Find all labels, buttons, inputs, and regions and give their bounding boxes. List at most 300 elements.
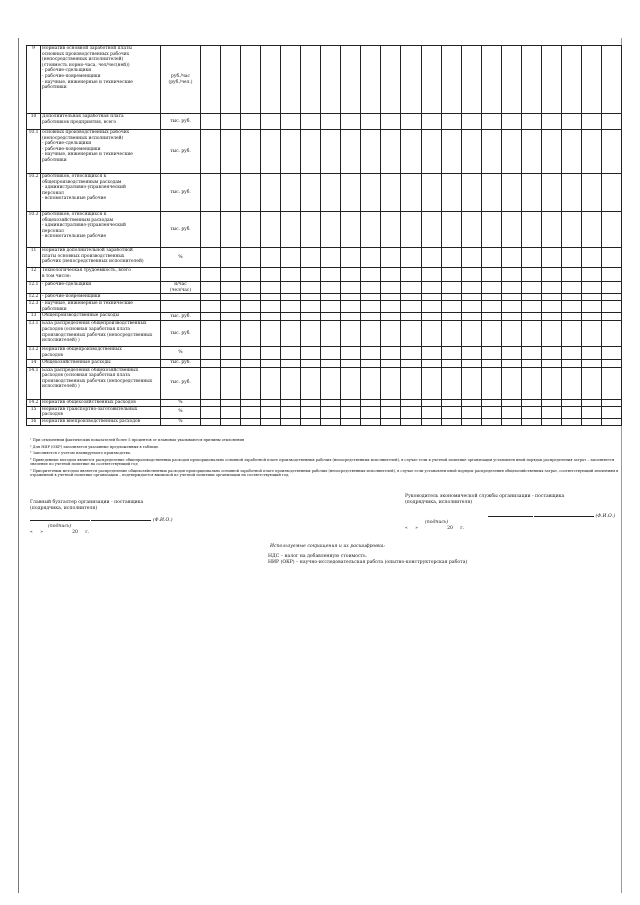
- value-cell: [201, 313, 221, 321]
- value-cell: [361, 114, 381, 130]
- value-cell: [241, 406, 261, 418]
- value-cell: [321, 294, 341, 301]
- value-cell: [601, 114, 621, 130]
- value-cell: [481, 367, 501, 399]
- value-cell: [381, 268, 401, 282]
- value-cell: [381, 248, 401, 268]
- value-cell: [381, 406, 401, 418]
- value-cell: [221, 174, 241, 212]
- value-cell: [401, 347, 421, 359]
- cost-table: [26, 45, 622, 426]
- value-cell: [501, 367, 521, 399]
- row-label: Норматив общепроизводственных расходов: [41, 347, 161, 359]
- value-cell: [581, 301, 601, 313]
- value-cell: [421, 399, 441, 406]
- value-cell: [301, 418, 321, 425]
- value-cell: [541, 359, 561, 367]
- row-number: 10.2: [27, 174, 41, 212]
- row-unit: тыс. руб.: [161, 114, 201, 130]
- value-cell: [381, 301, 401, 313]
- row-label: Норматив общехозяйственных расходов: [41, 399, 161, 406]
- value-cell: [521, 294, 541, 301]
- value-cell: [281, 294, 301, 301]
- row-label: База распределения общепроизводственных расходов (основная заработная плата производственных рабочих (непосредственных исполнителей) ): [41, 321, 161, 347]
- value-cell: [581, 268, 601, 282]
- value-cell: [361, 212, 381, 248]
- value-cell: [501, 114, 521, 130]
- value-cell: [461, 282, 481, 294]
- value-cell: [381, 46, 401, 114]
- value-cell: [401, 46, 421, 114]
- value-cell: [441, 114, 461, 130]
- value-cell: [281, 399, 301, 406]
- value-cell: [481, 399, 501, 406]
- value-cell: [541, 367, 561, 399]
- value-cell: [461, 321, 481, 347]
- value-cell: [521, 321, 541, 347]
- value-cell: [401, 321, 421, 347]
- value-cell: [261, 212, 281, 248]
- row-unit: руб./час (руб./чел.): [161, 46, 201, 114]
- value-cell: [561, 282, 581, 294]
- row-label: работников, относящихся к общепроизводственным расходам - административно-управленческий персонал - вспомогательные рабочие: [41, 174, 161, 212]
- value-cell: [441, 46, 461, 114]
- row-unit: тыс. руб.: [161, 174, 201, 212]
- value-cell: [261, 174, 281, 212]
- value-cell: [301, 399, 321, 406]
- abbrev-list: [268, 554, 467, 566]
- value-cell: [241, 418, 261, 425]
- row-unit: н/час (чел/час): [161, 282, 201, 294]
- value-cell: [221, 248, 241, 268]
- value-cell: [301, 114, 321, 130]
- value-cell: [601, 174, 621, 212]
- value-cell: [481, 313, 501, 321]
- value-cell: [481, 282, 501, 294]
- value-cell: [321, 268, 341, 282]
- row-unit: %: [161, 248, 201, 268]
- row-label: Норматив основной заработной платы основных производственных рабочих (непосредственных исполнителей) (стоимость нормо-часа, чел/чес(ней)) - рабочие-сдельщики - рабочие-повременщики - научные, инженерные и технические работники: [41, 46, 161, 114]
- value-cell: [401, 212, 421, 248]
- value-cell: [261, 268, 281, 282]
- value-cell: [601, 46, 621, 114]
- value-cell: [261, 406, 281, 418]
- value-cell: [261, 359, 281, 367]
- value-cell: [261, 399, 281, 406]
- value-cell: [201, 367, 221, 399]
- value-cell: [301, 406, 321, 418]
- value-cell: [341, 321, 361, 347]
- value-cell: [541, 301, 561, 313]
- value-cell: [281, 114, 301, 130]
- value-cell: [281, 321, 301, 347]
- value-cell: [221, 46, 241, 114]
- value-cell: [581, 294, 601, 301]
- table-row: [27, 174, 622, 212]
- value-cell: [461, 248, 481, 268]
- value-cell: [241, 174, 261, 212]
- value-cell: [341, 248, 361, 268]
- value-cell: [501, 130, 521, 174]
- value-cell: [421, 418, 441, 425]
- value-cell: [521, 367, 541, 399]
- value-cell: [401, 174, 421, 212]
- value-cell: [601, 418, 621, 425]
- row-number: 15: [27, 406, 41, 418]
- value-cell: [281, 174, 301, 212]
- value-cell: [221, 406, 241, 418]
- value-cell: [301, 294, 321, 301]
- value-cell: [421, 248, 441, 268]
- abbrev-title-text: Используемые сокращения и их расшифровка:: [270, 544, 385, 549]
- value-cell: [261, 282, 281, 294]
- value-cell: [301, 248, 321, 268]
- value-cell: [341, 268, 361, 282]
- value-cell: [501, 294, 521, 301]
- value-cell: [381, 174, 401, 212]
- value-cell: [521, 406, 541, 418]
- value-cell: [201, 174, 221, 212]
- table-row: [27, 130, 622, 174]
- value-cell: [241, 367, 261, 399]
- value-cell: [541, 174, 561, 212]
- value-cell: [221, 282, 241, 294]
- row-number: 11: [27, 248, 41, 268]
- row-label: - научные, инженерные и технические работники: [41, 301, 161, 313]
- value-cell: [561, 212, 581, 248]
- value-cell: [581, 248, 601, 268]
- abbrev-1: НДС – налог на добавленную стоимость.: [268, 554, 368, 559]
- value-cell: [381, 367, 401, 399]
- value-cell: [321, 321, 341, 347]
- value-cell: [261, 301, 281, 313]
- table-row: [27, 313, 622, 321]
- value-cell: [561, 313, 581, 321]
- value-cell: [201, 347, 221, 359]
- row-unit: %: [161, 399, 201, 406]
- value-cell: [461, 294, 481, 301]
- value-cell: [421, 313, 441, 321]
- value-cell: [221, 359, 241, 367]
- value-cell: [241, 301, 261, 313]
- value-cell: [281, 301, 301, 313]
- value-cell: [441, 359, 461, 367]
- value-cell: [201, 114, 221, 130]
- value-cell: [221, 130, 241, 174]
- value-cell: [441, 248, 461, 268]
- value-cell: [581, 367, 601, 399]
- value-cell: [421, 406, 441, 418]
- row-label: Технологическая трудоемкость, всего в том числе:: [41, 268, 161, 282]
- value-cell: [541, 212, 561, 248]
- value-cell: [381, 418, 401, 425]
- value-cell: [501, 359, 521, 367]
- value-cell: [541, 248, 561, 268]
- value-cell: [221, 294, 241, 301]
- value-cell: [241, 321, 261, 347]
- value-cell: [501, 347, 521, 359]
- value-cell: [321, 301, 341, 313]
- row-number: 10.3: [27, 212, 41, 248]
- value-cell: [301, 321, 321, 347]
- value-cell: [301, 212, 321, 248]
- value-cell: [501, 282, 521, 294]
- value-cell: [361, 313, 381, 321]
- value-cell: [261, 367, 281, 399]
- value-cell: [241, 212, 261, 248]
- value-cell: [361, 130, 381, 174]
- value-cell: [541, 406, 561, 418]
- value-cell: [461, 359, 481, 367]
- value-cell: [601, 313, 621, 321]
- value-cell: [301, 174, 321, 212]
- value-cell: [601, 212, 621, 248]
- row-unit: [161, 301, 201, 313]
- value-cell: [421, 321, 441, 347]
- row-number: 13.1: [27, 321, 41, 347]
- value-cell: [481, 418, 501, 425]
- value-cell: [481, 174, 501, 212]
- value-cell: [321, 212, 341, 248]
- value-cell: [201, 418, 221, 425]
- fio-left: (Ф.И.О.): [152, 518, 173, 523]
- value-cell: [341, 46, 361, 114]
- value-cell: [541, 294, 561, 301]
- value-cell: [201, 294, 221, 301]
- table-row: [27, 359, 622, 367]
- sign-right: (подпись): [425, 520, 449, 525]
- value-cell: [441, 347, 461, 359]
- value-cell: [441, 268, 461, 282]
- value-cell: [401, 268, 421, 282]
- table-row: [27, 418, 622, 425]
- value-cell: [481, 321, 501, 347]
- value-cell: [421, 114, 441, 130]
- value-cell: [461, 174, 481, 212]
- abbrev-title: [270, 544, 385, 550]
- value-cell: [501, 248, 521, 268]
- value-cell: [561, 130, 581, 174]
- value-cell: [541, 321, 561, 347]
- row-unit: %: [161, 406, 201, 418]
- row-label: База распределения общехозяйственных расходов (основная заработная плата производственных рабочих (непосредственных исполнителей) ): [41, 367, 161, 399]
- value-cell: [541, 399, 561, 406]
- table-row: [27, 248, 622, 268]
- value-cell: [421, 130, 441, 174]
- row-label: Общехозяйственные расходы: [41, 359, 161, 367]
- value-cell: [221, 212, 241, 248]
- value-cell: [281, 406, 301, 418]
- value-cell: [601, 248, 621, 268]
- value-cell: [341, 174, 361, 212]
- value-cell: [421, 367, 441, 399]
- value-cell: [261, 321, 281, 347]
- value-cell: [361, 399, 381, 406]
- row-unit: тыс. руб.: [161, 212, 201, 248]
- value-cell: [341, 418, 361, 425]
- value-cell: [321, 114, 341, 130]
- signature-left-title: Главный бухгалтер организации - поставщика (подрядчика, исполнителя): [30, 500, 144, 511]
- value-cell: [481, 294, 501, 301]
- value-cell: [281, 212, 301, 248]
- value-cell: [581, 130, 601, 174]
- value-cell: [561, 248, 581, 268]
- value-cell: [321, 248, 341, 268]
- value-cell: [361, 359, 381, 367]
- value-cell: [561, 367, 581, 399]
- value-cell: [441, 174, 461, 212]
- value-cell: [581, 418, 601, 425]
- value-cell: [361, 418, 381, 425]
- row-number: 10: [27, 114, 41, 130]
- value-cell: [581, 347, 601, 359]
- value-cell: [341, 114, 361, 130]
- value-cell: [501, 406, 521, 418]
- value-cell: [581, 321, 601, 347]
- value-cell: [341, 313, 361, 321]
- value-cell: [301, 347, 321, 359]
- value-cell: [241, 282, 261, 294]
- value-cell: [361, 248, 381, 268]
- value-cell: [261, 347, 281, 359]
- row-number: 12: [27, 268, 41, 282]
- value-cell: [561, 406, 581, 418]
- value-cell: [381, 212, 401, 248]
- value-cell: [241, 268, 261, 282]
- value-cell: [541, 130, 561, 174]
- value-cell: [461, 347, 481, 359]
- value-cell: [601, 367, 621, 399]
- value-cell: [321, 130, 341, 174]
- value-cell: [261, 248, 281, 268]
- value-cell: [481, 406, 501, 418]
- value-cell: [581, 313, 601, 321]
- row-number: 12.2: [27, 294, 41, 301]
- value-cell: [341, 282, 361, 294]
- value-cell: [421, 268, 441, 282]
- value-cell: [421, 282, 441, 294]
- value-cell: [401, 301, 421, 313]
- value-cell: [521, 347, 541, 359]
- value-cell: [301, 367, 321, 399]
- signature-right: [405, 494, 615, 532]
- value-cell: [221, 301, 241, 313]
- value-cell: [561, 359, 581, 367]
- row-label: Дополнительная заработная плата работников предприятия, всего: [41, 114, 161, 130]
- value-cell: [381, 321, 401, 347]
- value-cell: [561, 294, 581, 301]
- value-cell: [301, 359, 321, 367]
- value-cell: [521, 268, 541, 282]
- value-cell: [341, 130, 361, 174]
- value-cell: [201, 212, 221, 248]
- value-cell: [221, 418, 241, 425]
- value-cell: [601, 282, 621, 294]
- value-cell: [361, 46, 381, 114]
- value-cell: [401, 282, 421, 294]
- value-cell: [601, 268, 621, 282]
- value-cell: [361, 347, 381, 359]
- value-cell: [341, 347, 361, 359]
- value-cell: [221, 114, 241, 130]
- value-cell: [261, 114, 281, 130]
- value-cell: [341, 294, 361, 301]
- table-row: [27, 399, 622, 406]
- row-label: Норматив транспортно-заготовительных расходов: [41, 406, 161, 418]
- value-cell: [321, 406, 341, 418]
- value-cell: [581, 174, 601, 212]
- value-cell: [481, 268, 501, 282]
- value-cell: [321, 174, 341, 212]
- value-cell: [321, 359, 341, 367]
- row-number: 16: [27, 418, 41, 425]
- value-cell: [261, 313, 281, 321]
- row-number: 12.3: [27, 301, 41, 313]
- value-cell: [541, 313, 561, 321]
- value-cell: [401, 399, 421, 406]
- value-cell: [221, 399, 241, 406]
- value-cell: [441, 321, 461, 347]
- footnote: ³ Заполняется с учетом планируемого производства.: [30, 451, 132, 455]
- value-cell: [581, 359, 601, 367]
- value-cell: [401, 294, 421, 301]
- value-cell: [501, 268, 521, 282]
- value-cell: [341, 212, 361, 248]
- value-cell: [241, 248, 261, 268]
- value-cell: [241, 130, 261, 174]
- value-cell: [381, 294, 401, 301]
- value-cell: [221, 268, 241, 282]
- value-cell: [381, 399, 401, 406]
- value-cell: [321, 347, 341, 359]
- value-cell: [421, 174, 441, 212]
- value-cell: [521, 301, 541, 313]
- value-cell: [601, 406, 621, 418]
- value-cell: [541, 114, 561, 130]
- value-cell: [461, 301, 481, 313]
- row-label: Норматив дополнительной заработной платы основных производственных рабочих (непосредственных исполнителей): [41, 248, 161, 268]
- row-unit: тыс. руб.: [161, 313, 201, 321]
- value-cell: [321, 399, 341, 406]
- value-cell: [501, 174, 521, 212]
- value-cell: [441, 294, 461, 301]
- value-cell: [341, 406, 361, 418]
- value-cell: [201, 301, 221, 313]
- value-cell: [301, 282, 321, 294]
- table-row: [27, 268, 622, 282]
- value-cell: [361, 294, 381, 301]
- value-cell: [241, 359, 261, 367]
- value-cell: [361, 321, 381, 347]
- value-cell: [601, 301, 621, 313]
- value-cell: [461, 212, 481, 248]
- value-cell: [501, 46, 521, 114]
- value-cell: [461, 313, 481, 321]
- value-cell: [461, 418, 481, 425]
- value-cell: [461, 406, 481, 418]
- signature-right-title: Руководитель экономической службы организации - поставщика (подрядчика, исполнителя): [405, 494, 565, 505]
- value-cell: [261, 418, 281, 425]
- value-cell: [281, 130, 301, 174]
- value-cell: [241, 399, 261, 406]
- value-cell: [561, 268, 581, 282]
- value-cell: [481, 248, 501, 268]
- value-cell: [201, 130, 221, 174]
- value-cell: [461, 46, 481, 114]
- value-cell: [441, 301, 461, 313]
- value-cell: [561, 347, 581, 359]
- value-cell: [541, 268, 561, 282]
